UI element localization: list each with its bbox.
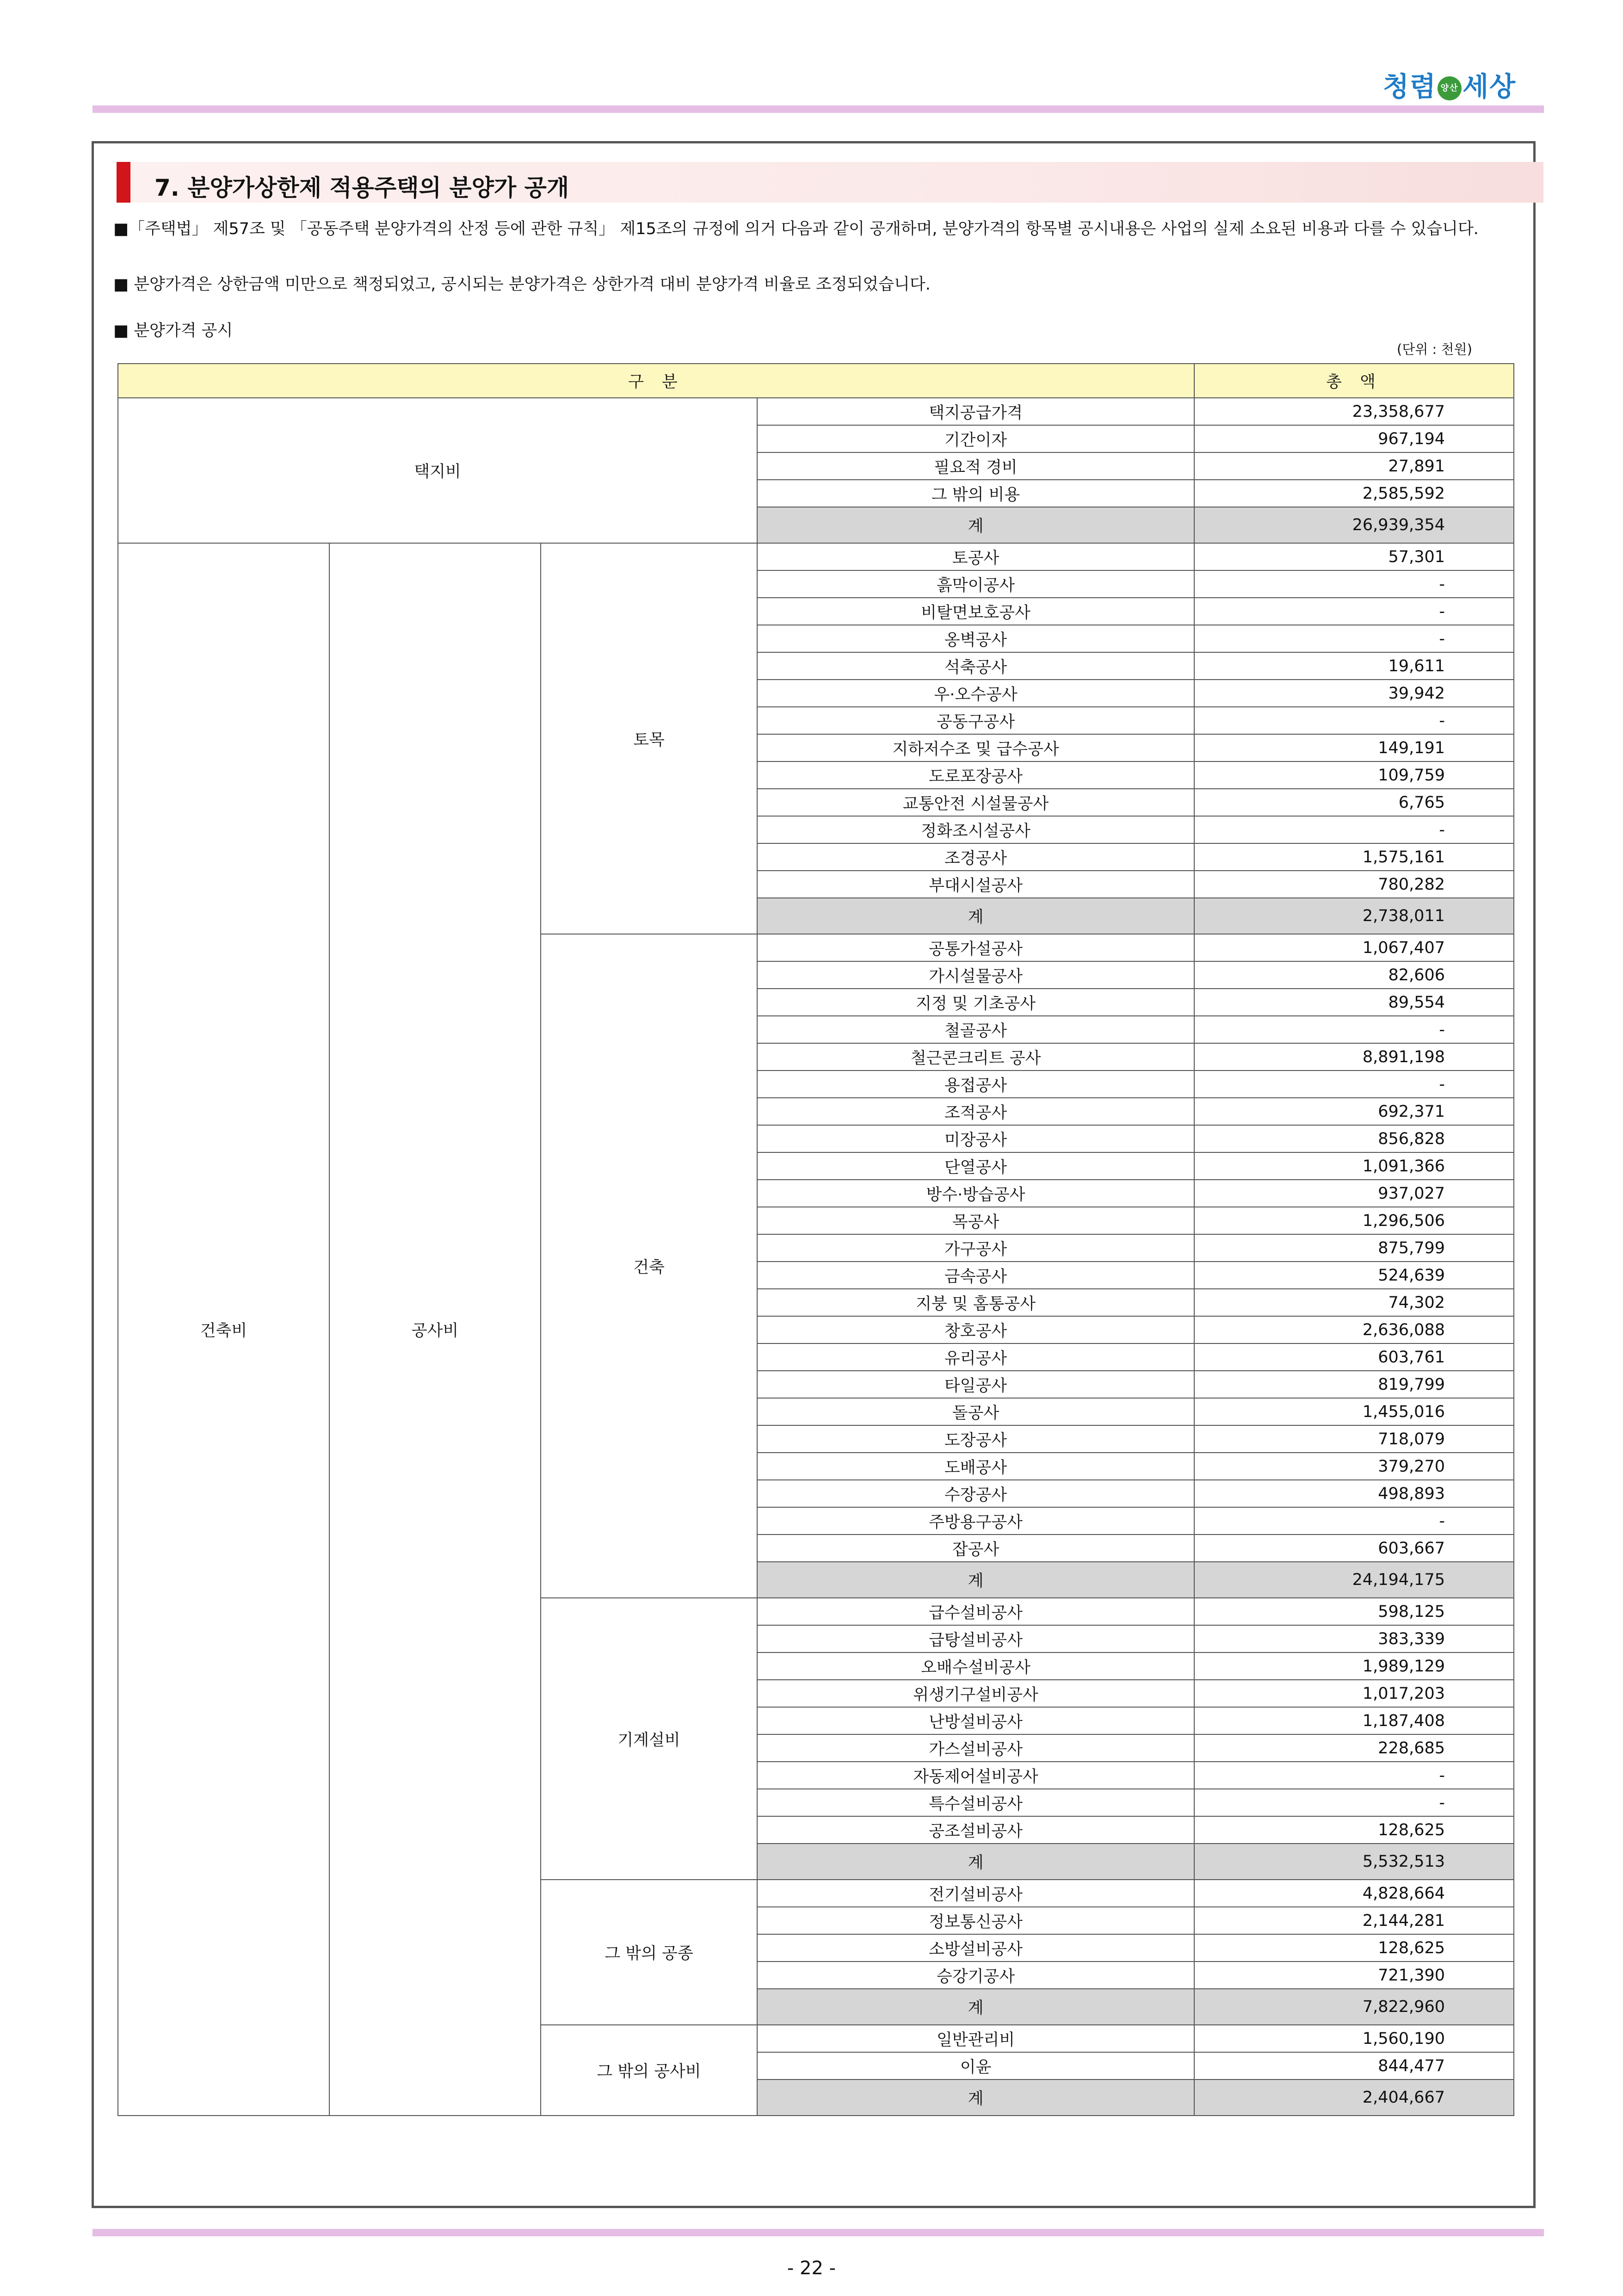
item-name: 소방설비공사 [757, 1934, 1194, 1962]
land-cost-label: 택지비 [118, 398, 757, 543]
price-table [117, 363, 1514, 2116]
item-name: 그 밖의 비용 [757, 480, 1194, 507]
table-header-row [118, 364, 1514, 398]
item-value: - [1194, 570, 1514, 598]
item-name: 정화조시설공사 [757, 816, 1194, 843]
item-name: 급탕설비공사 [757, 1625, 1194, 1652]
item-value: 856,828 [1194, 1125, 1514, 1152]
section-title: 7. 분양가상한제 적용주택의 분양가 공개 [154, 174, 569, 201]
construction-cost-label: 공사비 [329, 543, 541, 2116]
item-value: 228,685 [1194, 1734, 1514, 1762]
note-2: ■ 분양가격은 상한금액 미만으로 책정되었고, 공시되는 분양가격은 상한가격 대비 분양가격 비율로 조정되었습니다. [113, 275, 931, 294]
item-name: 조적공사 [757, 1098, 1194, 1125]
item-name: 특수설비공사 [757, 1789, 1194, 1816]
item-name: 일반관리비 [757, 2025, 1194, 2052]
top-divider [93, 105, 1544, 113]
item-name: 철근콘크리트 공사 [757, 1043, 1194, 1071]
unit-label: (단위 : 천원) [1397, 341, 1472, 357]
table-row [118, 398, 1514, 425]
item-name: 택지공급가격 [757, 398, 1194, 425]
item-name: 금속공사 [757, 1262, 1194, 1289]
note-3: ■ 분양가격 공시 [113, 322, 233, 340]
item-name: 전기설비공사 [757, 1880, 1194, 1907]
item-name: 지하저수조 및 급수공사 [757, 734, 1194, 761]
item-value: - [1194, 707, 1514, 734]
item-value: 383,339 [1194, 1625, 1514, 1652]
group-label: 토목 [541, 543, 757, 934]
item-value: - [1194, 816, 1514, 843]
item-name: 공동구공사 [757, 707, 1194, 734]
subtotal-value: 24,194,175 [1194, 1562, 1514, 1598]
item-name: 타일공사 [757, 1371, 1194, 1398]
item-name: 승강기공사 [757, 1962, 1194, 1989]
item-value: - [1194, 625, 1514, 652]
header-category: 구 분 [118, 364, 1194, 398]
item-value: 524,639 [1194, 1262, 1514, 1289]
item-value: 19,611 [1194, 652, 1514, 680]
item-name: 단열공사 [757, 1152, 1194, 1180]
item-value: 149,191 [1194, 734, 1514, 761]
item-value: 721,390 [1194, 1962, 1514, 1989]
item-value: 967,194 [1194, 425, 1514, 452]
item-name: 교통안전 시설물공사 [757, 789, 1194, 816]
item-name: 잡공사 [757, 1535, 1194, 1562]
subtotal-label: 계 [757, 507, 1194, 543]
logo [1383, 65, 1516, 104]
item-name: 지정 및 기초공사 [757, 989, 1194, 1016]
item-value: 8,891,198 [1194, 1043, 1514, 1071]
item-name: 주방용구공사 [757, 1507, 1194, 1535]
group-label: 그 밖의 공사비 [541, 2025, 757, 2116]
item-value: 1,296,506 [1194, 1207, 1514, 1234]
item-name: 우·오수공사 [757, 680, 1194, 707]
item-value: 6,765 [1194, 789, 1514, 816]
item-name: 미장공사 [757, 1125, 1194, 1152]
building-cost-label: 건축비 [118, 543, 329, 2116]
item-name: 수장공사 [757, 1480, 1194, 1507]
subtotal-value: 5,532,513 [1194, 1844, 1514, 1880]
item-name: 이윤 [757, 2052, 1194, 2079]
logo-text-left: 청렴 [1383, 71, 1437, 102]
item-value: - [1194, 1507, 1514, 1535]
item-value: 2,636,088 [1194, 1316, 1514, 1343]
item-name: 가시설물공사 [757, 961, 1194, 989]
heading-accent-bar [117, 162, 130, 203]
item-name: 철골공사 [757, 1016, 1194, 1043]
logo-emblem-icon: 양산 [1438, 76, 1462, 100]
item-value: 1,560,190 [1194, 2025, 1514, 2052]
item-name: 위생기구설비공사 [757, 1680, 1194, 1707]
item-value: - [1194, 1071, 1514, 1098]
item-value: 598,125 [1194, 1598, 1514, 1625]
subtotal-value: 2,404,667 [1194, 2079, 1514, 2116]
item-value: 128,625 [1194, 1934, 1514, 1962]
subtotal-value: 7,822,960 [1194, 1989, 1514, 2025]
item-value: 1,187,408 [1194, 1707, 1514, 1734]
item-value: - [1194, 1762, 1514, 1789]
item-name: 도장공사 [757, 1425, 1194, 1453]
item-value: 844,477 [1194, 2052, 1514, 2079]
item-value: 82,606 [1194, 961, 1514, 989]
item-value: - [1194, 598, 1514, 625]
item-value: 2,144,281 [1194, 1907, 1514, 1934]
item-name: 창호공사 [757, 1316, 1194, 1343]
group-label: 그 밖의 공종 [541, 1880, 757, 2025]
item-value: 603,761 [1194, 1343, 1514, 1371]
item-value: 1,575,161 [1194, 843, 1514, 871]
subtotal-label: 계 [757, 1562, 1194, 1598]
item-value: 937,027 [1194, 1180, 1514, 1207]
item-value: 780,282 [1194, 871, 1514, 898]
item-name: 목공사 [757, 1207, 1194, 1234]
subtotal-value: 2,738,011 [1194, 898, 1514, 934]
item-name: 급수설비공사 [757, 1598, 1194, 1625]
item-value: - [1194, 1016, 1514, 1043]
item-value: 603,667 [1194, 1535, 1514, 1562]
item-value: 27,891 [1194, 452, 1514, 480]
bottom-divider [93, 2229, 1544, 2236]
item-value: 74,302 [1194, 1289, 1514, 1316]
item-value: 89,554 [1194, 989, 1514, 1016]
page-number: - 22 - [787, 2258, 836, 2279]
subtotal-label: 계 [757, 2079, 1194, 2116]
item-name: 방수·방습공사 [757, 1180, 1194, 1207]
item-name: 용접공사 [757, 1071, 1194, 1098]
item-value: 1,017,203 [1194, 1680, 1514, 1707]
header-total: 총 액 [1194, 364, 1514, 398]
item-name: 흙막이공사 [757, 570, 1194, 598]
item-name: 부대시설공사 [757, 871, 1194, 898]
group-label: 기계설비 [541, 1598, 757, 1880]
item-name: 도배공사 [757, 1453, 1194, 1480]
subtotal-label: 계 [757, 1989, 1194, 2025]
item-value: - [1194, 1789, 1514, 1816]
item-value: 109,759 [1194, 761, 1514, 789]
item-name: 석축공사 [757, 652, 1194, 680]
subtotal-label: 계 [757, 898, 1194, 934]
item-name: 기간이자 [757, 425, 1194, 452]
item-name: 도로포장공사 [757, 761, 1194, 789]
item-name: 비탈면보호공사 [757, 598, 1194, 625]
item-value: 2,585,592 [1194, 480, 1514, 507]
item-name: 가스설비공사 [757, 1734, 1194, 1762]
item-value: 379,270 [1194, 1453, 1514, 1480]
item-value: 1,067,407 [1194, 934, 1514, 961]
item-value: 498,893 [1194, 1480, 1514, 1507]
logo-text-right: 세상 [1463, 71, 1517, 102]
item-value: 23,358,677 [1194, 398, 1514, 425]
item-name: 자동제어설비공사 [757, 1762, 1194, 1789]
item-value: 1,091,366 [1194, 1152, 1514, 1180]
item-value: 57,301 [1194, 543, 1514, 570]
table-row [118, 543, 1514, 570]
subtotal-label: 계 [757, 1844, 1194, 1880]
item-name: 지붕 및 홈통공사 [757, 1289, 1194, 1316]
item-name: 정보통신공사 [757, 1907, 1194, 1934]
group-label: 건축 [541, 934, 757, 1598]
note-1: ■「주택법」 제57조 및 「공동주택 분양가격의 산정 등에 관한 규칙」 제15조의 규정에 의거 다음과 같이 공개하며, 분양가격의 항목별 공시내용은 사업의 실제 소요된 비용과 다를 수 있습니다. [113, 220, 1479, 238]
item-value: 1,455,016 [1194, 1398, 1514, 1425]
item-name: 조경공사 [757, 843, 1194, 871]
item-name: 공조설비공사 [757, 1816, 1194, 1844]
item-name: 필요적 경비 [757, 452, 1194, 480]
item-name: 오배수설비공사 [757, 1652, 1194, 1680]
item-name: 가구공사 [757, 1234, 1194, 1262]
item-name: 공통가설공사 [757, 934, 1194, 961]
section-heading [117, 162, 1543, 203]
item-value: 819,799 [1194, 1371, 1514, 1398]
subtotal-value: 26,939,354 [1194, 507, 1514, 543]
item-value: 1,989,129 [1194, 1652, 1514, 1680]
item-value: 718,079 [1194, 1425, 1514, 1453]
item-value: 128,625 [1194, 1816, 1514, 1844]
item-name: 옹벽공사 [757, 625, 1194, 652]
item-value: 39,942 [1194, 680, 1514, 707]
item-value: 692,371 [1194, 1098, 1514, 1125]
item-name: 난방설비공사 [757, 1707, 1194, 1734]
item-name: 돌공사 [757, 1398, 1194, 1425]
item-value: 4,828,664 [1194, 1880, 1514, 1907]
item-value: 875,799 [1194, 1234, 1514, 1262]
item-name: 유리공사 [757, 1343, 1194, 1371]
item-name: 토공사 [757, 543, 1194, 570]
